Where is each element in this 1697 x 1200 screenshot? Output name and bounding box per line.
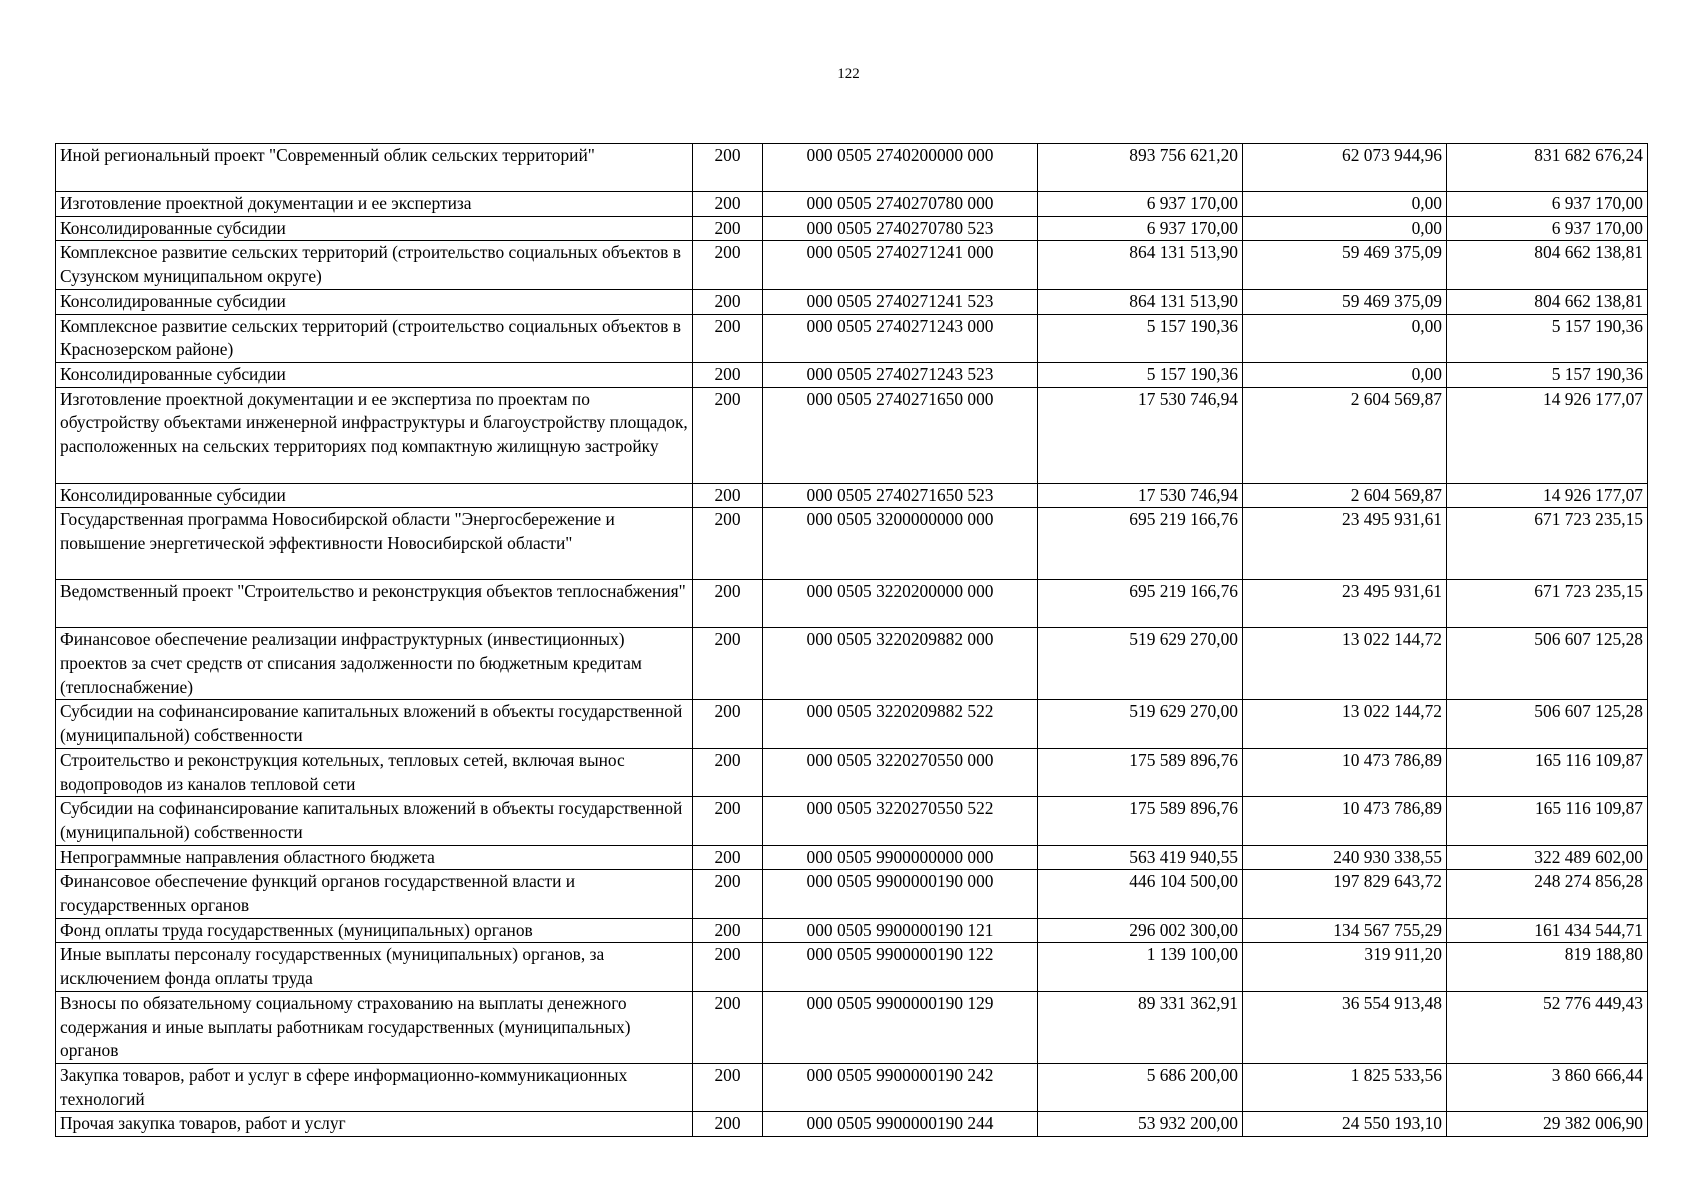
row-classification-cell: 000 0505 9900000190 242 bbox=[763, 1063, 1038, 1111]
row-planned-cell: 695 219 166,76 bbox=[1038, 580, 1243, 628]
row-classification-cell: 000 0505 2740271241 523 bbox=[763, 289, 1038, 314]
row-code-cell: 200 bbox=[693, 362, 763, 387]
row-remaining-cell: 819 188,80 bbox=[1447, 943, 1648, 991]
row-planned-cell: 175 589 896,76 bbox=[1038, 797, 1243, 845]
row-code-cell: 200 bbox=[693, 580, 763, 628]
row-planned-cell: 519 629 270,00 bbox=[1038, 700, 1243, 748]
table-row bbox=[56, 241, 1648, 289]
row-remaining-cell: 165 116 109,87 bbox=[1447, 748, 1648, 796]
row-executed-cell: 1 825 533,56 bbox=[1243, 1063, 1447, 1111]
row-classification-cell: 000 0505 3220270550 000 bbox=[763, 748, 1038, 796]
row-executed-cell: 24 550 193,10 bbox=[1243, 1112, 1447, 1137]
row-remaining-cell: 506 607 125,28 bbox=[1447, 700, 1648, 748]
table-row bbox=[56, 362, 1648, 387]
row-classification-cell: 000 0505 2740271243 000 bbox=[763, 314, 1038, 362]
row-code-cell: 200 bbox=[693, 870, 763, 918]
row-classification-cell: 000 0505 2740270780 000 bbox=[763, 192, 1038, 217]
row-executed-cell: 2 604 569,87 bbox=[1243, 387, 1447, 483]
row-planned-cell: 893 756 621,20 bbox=[1038, 144, 1243, 192]
row-executed-cell: 13 022 144,72 bbox=[1243, 700, 1447, 748]
row-remaining-cell: 5 157 190,36 bbox=[1447, 314, 1648, 362]
row-name-cell: Субсидии на софинансирование капитальных вложений в объекты государственной (муниципальной) собственности bbox=[56, 700, 693, 748]
row-remaining-cell: 161 434 544,71 bbox=[1447, 918, 1648, 943]
row-remaining-cell: 5 157 190,36 bbox=[1447, 362, 1648, 387]
row-classification-cell: 000 0505 2740271243 523 bbox=[763, 362, 1038, 387]
row-name-cell: Изготовление проектной документации и ее экспертиза по проектам по обустройству объектами инженерной инфраструктуры и благоустройству площадок, расположенных на сельских территориях под компактную жилищную застройку bbox=[56, 387, 693, 483]
row-name-cell: Изготовление проектной документации и ее экспертиза bbox=[56, 192, 693, 217]
row-classification-cell: 000 0505 9900000190 122 bbox=[763, 943, 1038, 991]
table-row bbox=[56, 845, 1648, 870]
row-name-cell: Комплексное развитие сельских территорий (строительство социальных объектов в Сузунском муниципальном округе) bbox=[56, 241, 693, 289]
table-row bbox=[56, 508, 1648, 580]
row-executed-cell: 23 495 931,61 bbox=[1243, 580, 1447, 628]
table-body bbox=[56, 144, 1648, 1137]
row-remaining-cell: 6 937 170,00 bbox=[1447, 216, 1648, 241]
row-executed-cell: 13 022 144,72 bbox=[1243, 628, 1447, 700]
row-classification-cell: 000 0505 3220209882 522 bbox=[763, 700, 1038, 748]
row-executed-cell: 59 469 375,09 bbox=[1243, 289, 1447, 314]
row-code-cell: 200 bbox=[693, 144, 763, 192]
row-name-cell: Финансовое обеспечение функций органов государственной власти и государственных органов bbox=[56, 870, 693, 918]
row-remaining-cell: 14 926 177,07 bbox=[1447, 387, 1648, 483]
row-code-cell: 200 bbox=[693, 748, 763, 796]
row-executed-cell: 197 829 643,72 bbox=[1243, 870, 1447, 918]
row-executed-cell: 36 554 913,48 bbox=[1243, 991, 1447, 1063]
row-code-cell: 200 bbox=[693, 508, 763, 580]
row-executed-cell: 23 495 931,61 bbox=[1243, 508, 1447, 580]
row-classification-cell: 000 0505 9900000190 121 bbox=[763, 918, 1038, 943]
row-code-cell: 200 bbox=[693, 241, 763, 289]
row-remaining-cell: 804 662 138,81 bbox=[1447, 289, 1648, 314]
row-name-cell: Консолидированные субсидии bbox=[56, 483, 693, 508]
table-row bbox=[56, 216, 1648, 241]
budget-execution-table bbox=[55, 143, 1648, 1137]
row-executed-cell: 0,00 bbox=[1243, 314, 1447, 362]
row-planned-cell: 446 104 500,00 bbox=[1038, 870, 1243, 918]
row-code-cell: 200 bbox=[693, 845, 763, 870]
row-executed-cell: 0,00 bbox=[1243, 216, 1447, 241]
row-executed-cell: 10 473 786,89 bbox=[1243, 748, 1447, 796]
table-row bbox=[56, 797, 1648, 845]
table-row bbox=[56, 748, 1648, 796]
row-executed-cell: 2 604 569,87 bbox=[1243, 483, 1447, 508]
row-planned-cell: 89 331 362,91 bbox=[1038, 991, 1243, 1063]
row-code-cell: 200 bbox=[693, 1063, 763, 1111]
row-remaining-cell: 248 274 856,28 bbox=[1447, 870, 1648, 918]
row-name-cell: Государственная программа Новосибирской области "Энергосбережение и повышение энергетической эффективности Новосибирской области" bbox=[56, 508, 693, 580]
row-planned-cell: 5 686 200,00 bbox=[1038, 1063, 1243, 1111]
table-row bbox=[56, 580, 1648, 628]
row-code-cell: 200 bbox=[693, 216, 763, 241]
row-name-cell: Консолидированные субсидии bbox=[56, 216, 693, 241]
row-classification-cell: 000 0505 9900000000 000 bbox=[763, 845, 1038, 870]
row-classification-cell: 000 0505 2740271650 523 bbox=[763, 483, 1038, 508]
row-name-cell: Непрограммные направления областного бюджета bbox=[56, 845, 693, 870]
row-planned-cell: 5 157 190,36 bbox=[1038, 362, 1243, 387]
row-classification-cell: 000 0505 2740200000 000 bbox=[763, 144, 1038, 192]
row-name-cell: Закупка товаров, работ и услуг в сфере информационно-коммуникационных технологий bbox=[56, 1063, 693, 1111]
row-code-cell: 200 bbox=[693, 991, 763, 1063]
row-classification-cell: 000 0505 9900000190 244 bbox=[763, 1112, 1038, 1137]
row-planned-cell: 53 932 200,00 bbox=[1038, 1112, 1243, 1137]
row-name-cell: Ведомственный проект "Строительство и реконструкция объектов теплоснабжения" bbox=[56, 580, 693, 628]
row-planned-cell: 1 139 100,00 bbox=[1038, 943, 1243, 991]
row-code-cell: 200 bbox=[693, 483, 763, 508]
row-executed-cell: 62 073 944,96 bbox=[1243, 144, 1447, 192]
row-code-cell: 200 bbox=[693, 943, 763, 991]
table-row bbox=[56, 628, 1648, 700]
row-remaining-cell: 52 776 449,43 bbox=[1447, 991, 1648, 1063]
row-remaining-cell: 671 723 235,15 bbox=[1447, 580, 1648, 628]
row-planned-cell: 563 419 940,55 bbox=[1038, 845, 1243, 870]
row-planned-cell: 17 530 746,94 bbox=[1038, 483, 1243, 508]
row-classification-cell: 000 0505 9900000190 000 bbox=[763, 870, 1038, 918]
table-row bbox=[56, 483, 1648, 508]
row-code-cell: 200 bbox=[693, 797, 763, 845]
row-executed-cell: 319 911,20 bbox=[1243, 943, 1447, 991]
row-executed-cell: 240 930 338,55 bbox=[1243, 845, 1447, 870]
row-classification-cell: 000 0505 9900000190 129 bbox=[763, 991, 1038, 1063]
row-name-cell: Иные выплаты персоналу государственных (муниципальных) органов, за исключением фонда оплаты труда bbox=[56, 943, 693, 991]
table-row bbox=[56, 870, 1648, 918]
table-row bbox=[56, 991, 1648, 1063]
row-classification-cell: 000 0505 3200000000 000 bbox=[763, 508, 1038, 580]
row-code-cell: 200 bbox=[693, 387, 763, 483]
row-executed-cell: 0,00 bbox=[1243, 192, 1447, 217]
row-planned-cell: 296 002 300,00 bbox=[1038, 918, 1243, 943]
row-name-cell: Комплексное развитие сельских территорий (строительство социальных объектов в Краснозерском районе) bbox=[56, 314, 693, 362]
row-executed-cell: 134 567 755,29 bbox=[1243, 918, 1447, 943]
row-name-cell: Взносы по обязательному социальному страхованию на выплаты денежного содержания и иные выплаты работникам государственных (муниципальных) органов bbox=[56, 991, 693, 1063]
row-executed-cell: 0,00 bbox=[1243, 362, 1447, 387]
row-remaining-cell: 506 607 125,28 bbox=[1447, 628, 1648, 700]
row-planned-cell: 17 530 746,94 bbox=[1038, 387, 1243, 483]
row-classification-cell: 000 0505 2740270780 523 bbox=[763, 216, 1038, 241]
row-planned-cell: 695 219 166,76 bbox=[1038, 508, 1243, 580]
table-row bbox=[56, 943, 1648, 991]
row-name-cell: Строительство и реконструкция котельных, тепловых сетей, включая вынос водопроводов из каналов тепловой сети bbox=[56, 748, 693, 796]
row-executed-cell: 59 469 375,09 bbox=[1243, 241, 1447, 289]
table-row bbox=[56, 1112, 1648, 1137]
row-remaining-cell: 831 682 676,24 bbox=[1447, 144, 1648, 192]
row-executed-cell: 10 473 786,89 bbox=[1243, 797, 1447, 845]
row-planned-cell: 6 937 170,00 bbox=[1038, 216, 1243, 241]
row-classification-cell: 000 0505 3220200000 000 bbox=[763, 580, 1038, 628]
row-remaining-cell: 29 382 006,90 bbox=[1447, 1112, 1648, 1137]
row-planned-cell: 5 157 190,36 bbox=[1038, 314, 1243, 362]
table-row bbox=[56, 314, 1648, 362]
page-number: 122 bbox=[837, 66, 860, 82]
row-planned-cell: 175 589 896,76 bbox=[1038, 748, 1243, 796]
table-row bbox=[56, 918, 1648, 943]
table-row bbox=[56, 700, 1648, 748]
row-planned-cell: 864 131 513,90 bbox=[1038, 241, 1243, 289]
row-remaining-cell: 3 860 666,44 bbox=[1447, 1063, 1648, 1111]
row-remaining-cell: 322 489 602,00 bbox=[1447, 845, 1648, 870]
row-code-cell: 200 bbox=[693, 289, 763, 314]
row-name-cell: Субсидии на софинансирование капитальных вложений в объекты государственной (муниципальной) собственности bbox=[56, 797, 693, 845]
table-row bbox=[56, 289, 1648, 314]
row-planned-cell: 519 629 270,00 bbox=[1038, 628, 1243, 700]
row-planned-cell: 6 937 170,00 bbox=[1038, 192, 1243, 217]
table-row bbox=[56, 192, 1648, 217]
row-name-cell: Прочая закупка товаров, работ и услуг bbox=[56, 1112, 693, 1137]
row-code-cell: 200 bbox=[693, 700, 763, 748]
row-remaining-cell: 165 116 109,87 bbox=[1447, 797, 1648, 845]
row-name-cell: Финансовое обеспечение реализации инфраструктурных (инвестиционных) проектов за счет средств от списания задолженности по бюджетным кредитам (теплоснабжение) bbox=[56, 628, 693, 700]
row-code-cell: 200 bbox=[693, 1112, 763, 1137]
table-row bbox=[56, 144, 1648, 192]
row-name-cell: Консолидированные субсидии bbox=[56, 362, 693, 387]
row-name-cell: Иной региональный проект "Современный облик сельских территорий" bbox=[56, 144, 693, 192]
row-name-cell: Фонд оплаты труда государственных (муниципальных) органов bbox=[56, 918, 693, 943]
row-name-cell: Консолидированные субсидии bbox=[56, 289, 693, 314]
row-remaining-cell: 14 926 177,07 bbox=[1447, 483, 1648, 508]
row-classification-cell: 000 0505 2740271650 000 bbox=[763, 387, 1038, 483]
row-code-cell: 200 bbox=[693, 918, 763, 943]
row-planned-cell: 864 131 513,90 bbox=[1038, 289, 1243, 314]
row-remaining-cell: 804 662 138,81 bbox=[1447, 241, 1648, 289]
row-classification-cell: 000 0505 2740271241 000 bbox=[763, 241, 1038, 289]
row-classification-cell: 000 0505 3220270550 522 bbox=[763, 797, 1038, 845]
row-code-cell: 200 bbox=[693, 192, 763, 217]
row-remaining-cell: 6 937 170,00 bbox=[1447, 192, 1648, 217]
row-code-cell: 200 bbox=[693, 314, 763, 362]
table-row bbox=[56, 1063, 1648, 1111]
table-row bbox=[56, 387, 1648, 483]
row-code-cell: 200 bbox=[693, 628, 763, 700]
row-remaining-cell: 671 723 235,15 bbox=[1447, 508, 1648, 580]
row-classification-cell: 000 0505 3220209882 000 bbox=[763, 628, 1038, 700]
